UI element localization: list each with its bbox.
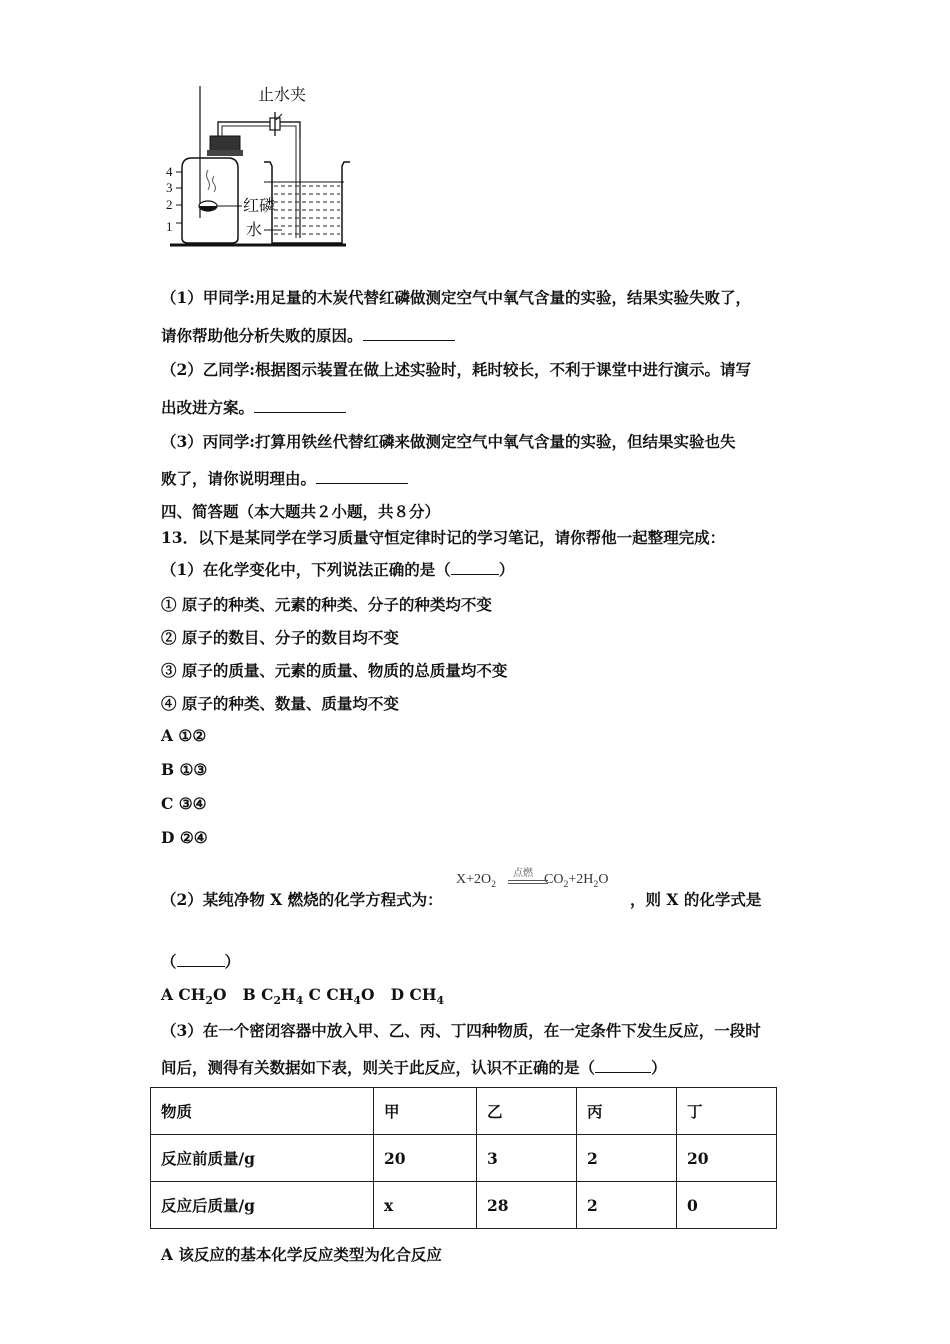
option-d[interactable]: D $CH_4$ — [390, 985, 445, 1008]
scale-mark: 1 — [166, 219, 173, 234]
q13-part2-paren: （ ） — [161, 952, 241, 971]
answer-blank[interactable] — [363, 326, 455, 341]
table-cell: 3 — [477, 1135, 577, 1182]
q13-part2-stem-b: ，则 X 的化学式是 — [630, 890, 762, 909]
statement-item: ① 原子的种类、元素的种类、分子的种类均不变 — [161, 595, 492, 614]
table-cell: 20 — [677, 1135, 777, 1182]
option-b[interactable]: B $C_2H_4$ — [242, 985, 304, 1008]
table-cell: 反应后质量/g — [151, 1182, 374, 1229]
option-a[interactable]: A 该反应的基本化学反应类型为化合反应 — [161, 1245, 442, 1264]
q12-part3-line1: （3）丙同学:打算用铁丝代替红磷来做测定空气中氧气含量的实验，但结果实验也失 — [161, 432, 736, 451]
table-cell: 反应前质量/g — [151, 1135, 374, 1182]
table-row — [151, 1182, 777, 1229]
option-c[interactable]: C ③④ — [161, 794, 207, 813]
table-header-cell: 丁 — [677, 1088, 777, 1135]
q12-part1-line2: 请你帮助他分析失败的原因。 — [161, 324, 455, 346]
table-cell: 28 — [477, 1182, 577, 1229]
q12-part2-line2: 出改进方案。 — [161, 396, 346, 418]
gas-bottle — [182, 158, 238, 243]
table-cell: 2 — [577, 1182, 677, 1229]
answer-blank[interactable] — [254, 398, 346, 413]
answer-blank[interactable] — [316, 469, 408, 484]
option-d[interactable]: D ②④ — [161, 828, 208, 847]
mass-data-table — [150, 1087, 777, 1229]
table-header-row — [151, 1088, 777, 1135]
q13-stem: 13．以下是某同学在学习质量守恒定律时记的学习笔记，请你帮他一起整理完成： — [161, 528, 726, 547]
q12-part3-line2: 败了，请你说明理由。 — [161, 467, 408, 489]
table-row — [151, 1135, 777, 1182]
scale-mark: 3 — [166, 180, 173, 195]
option-a[interactable]: A ①② — [161, 726, 207, 745]
apparatus-figure — [160, 78, 360, 248]
q13-part2-options — [161, 985, 444, 1007]
chemical-equation: 点燃 $X+2O_2$ $CO_2+2H_2O$ — [456, 870, 608, 890]
option-c[interactable]: C $CH_4O$ — [303, 985, 375, 1008]
table-header-cell: 物质 — [151, 1088, 374, 1135]
statement-item: ④ 原子的种类、数量、质量均不变 — [161, 694, 399, 713]
table-header-cell: 乙 — [477, 1088, 577, 1135]
table-cell: 2 — [577, 1135, 677, 1182]
table-cell: 0 — [677, 1182, 777, 1229]
scale-mark: 2 — [166, 197, 173, 212]
statement-item: ② 原子的数目、分子的数目均不变 — [161, 628, 399, 647]
answer-blank[interactable] — [595, 1058, 651, 1073]
table-header-cell: 甲 — [374, 1088, 477, 1135]
q13-part3-line1: （3）在一个密闭容器中放入甲、乙、丙、丁四种物质，在一定条件下发生反应，一段时 — [161, 1021, 761, 1040]
equation-condition: 点燃 — [513, 868, 533, 879]
table-cell: x — [374, 1182, 477, 1229]
statement-item: ③ 原子的质量、元素的质量、物质的总质量均不变 — [161, 661, 508, 680]
q13-part1-stem: （1）在化学变化中，下列说法正确的是（ ） — [161, 560, 515, 579]
answer-blank[interactable] — [177, 952, 225, 967]
clamp-icon — [270, 112, 282, 136]
phosphorus-label: 红磷 — [243, 196, 276, 215]
scale-mark: 4 — [166, 164, 173, 179]
q13-part3-line2: 间后，测得有关数据如下表，则关于此反应，认识不正确的是（ ） — [161, 1058, 667, 1077]
table-header-cell: 丙 — [577, 1088, 677, 1135]
q13-part2-stem-a: （2）某纯净物 X 燃烧的化学方程式为： — [161, 890, 443, 909]
section-heading: 四、简答题（本大题共２小题，共８分） — [161, 502, 441, 521]
q12-part2-line1: （2）乙同学:根据图示装置在做上述实验时，耗时较长，不利于课堂中进行演示。请写 — [161, 360, 752, 379]
stopper — [210, 136, 240, 152]
option-a[interactable]: A $CH_2O$ — [161, 985, 227, 1008]
table-cell: 20 — [374, 1135, 477, 1182]
answer-blank[interactable] — [451, 560, 499, 575]
water-label: 水 — [246, 220, 263, 239]
clamp-label: 止水夹 — [258, 85, 307, 104]
option-b[interactable]: B ①③ — [161, 760, 208, 779]
q12-part1-line1: （1）甲同学:用足量的木炭代替红磷做测定空气中氧气含量的实验，结果实验失败了， — [161, 288, 752, 307]
